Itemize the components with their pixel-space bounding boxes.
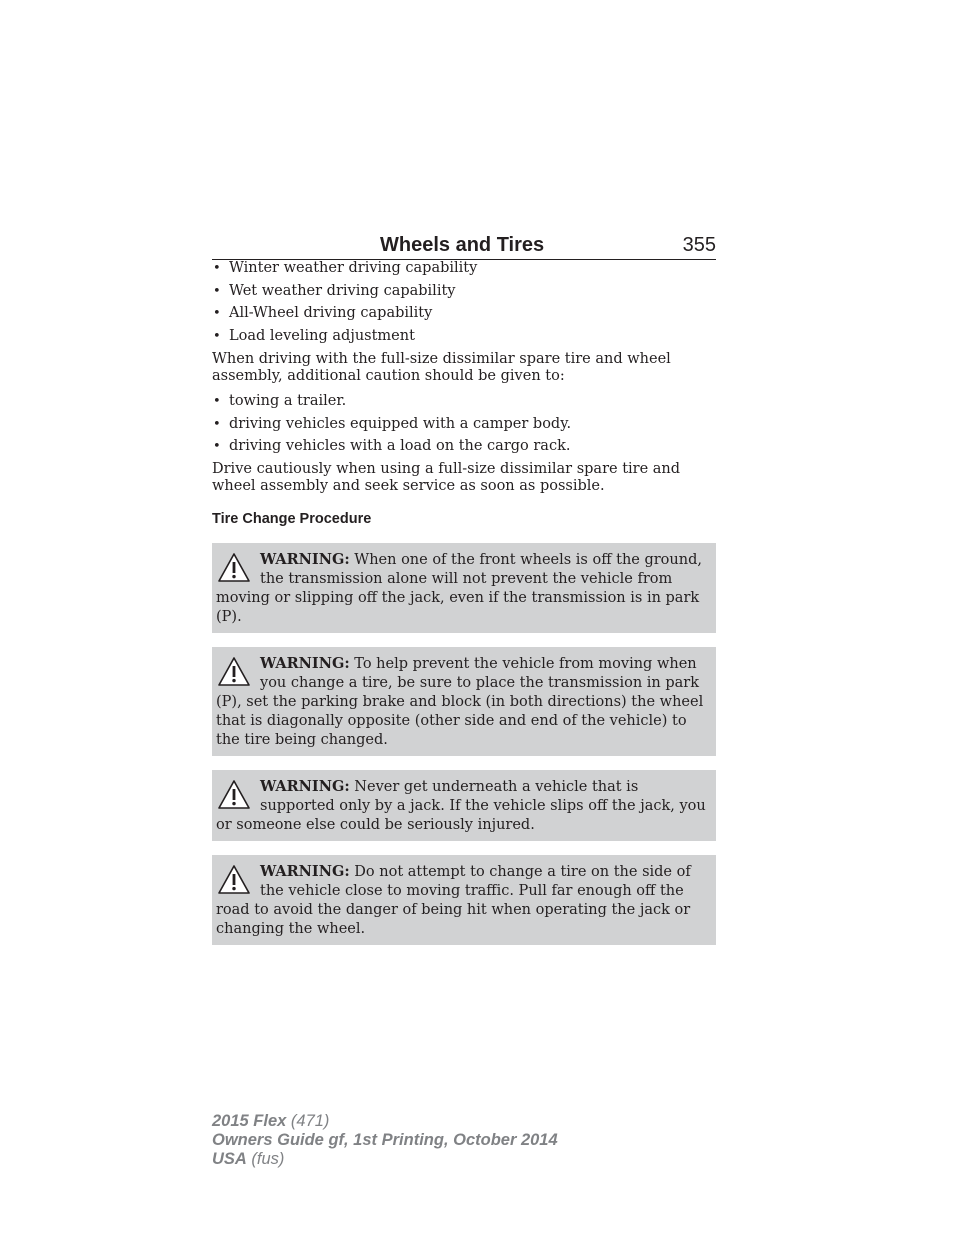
warning-box bbox=[212, 770, 716, 841]
list-item: • All-Wheel driving capability bbox=[212, 305, 716, 328]
footer-line bbox=[212, 1112, 558, 1131]
warning-triangle-icon bbox=[217, 655, 251, 689]
warning-text: Do not attempt to change a tire on the side of the vehicle close to moving traffic. Pull far enough off the road to avoid the danger of being hit when operating the jack or changing the wheel. bbox=[216, 863, 691, 937]
warning-label: WARNING: bbox=[260, 777, 350, 795]
warning-triangle-icon bbox=[217, 778, 251, 812]
body-text bbox=[212, 260, 716, 945]
footer-code: (471) bbox=[286, 1112, 330, 1130]
page-content bbox=[212, 228, 716, 959]
warning-text: When one of the front wheels is off the ground, the transmission alone will not prevent the vehicle from moving or slipping off the jack, even if the transmission is in park (P). bbox=[216, 551, 702, 625]
list-item: • driving vehicles equipped with a camper body. bbox=[212, 416, 716, 439]
footer-market-code: (fus) bbox=[246, 1150, 285, 1168]
warning-text: Never get underneath a vehicle that is supported only by a jack. If the vehicle slips off the jack, you or someone else could be seriously injured. bbox=[216, 778, 706, 833]
footer-line bbox=[212, 1150, 558, 1169]
paragraph: Drive cautiously when using a full-size dissimilar spare tire and wheel assembly and seek service as soon as possible. bbox=[212, 460, 681, 494]
warning-text: To help prevent the vehicle from moving when you change a tire, be sure to place the transmission in park (P), set the parking brake and block (in both directions) the wheel that is diagonally opposite (other side and end of the vehicle) to the tire being changed. bbox=[216, 655, 704, 748]
page-header bbox=[212, 228, 716, 260]
capability-list bbox=[212, 260, 716, 350]
warning-box bbox=[212, 855, 716, 945]
warning-label: WARNING: bbox=[260, 654, 350, 672]
paragraph: When driving with the full-size dissimilar spare tire and wheel assembly, additional caution should be given to: bbox=[212, 351, 671, 384]
subheading: Tire Change Procedure bbox=[212, 510, 372, 527]
list-item: • Winter weather driving capability bbox=[212, 260, 716, 283]
list-item: • towing a trailer. bbox=[212, 393, 716, 416]
page-number: 355 bbox=[682, 234, 716, 256]
warning-triangle-icon bbox=[217, 863, 251, 897]
warning-label: WARNING: bbox=[260, 550, 350, 568]
warning-triangle-icon bbox=[217, 551, 251, 585]
footer-market: USA bbox=[212, 1150, 247, 1168]
warning-box bbox=[212, 647, 716, 756]
list-item: • driving vehicles with a load on the cargo rack. bbox=[212, 438, 716, 461]
page-footer bbox=[212, 1112, 558, 1169]
list-item: • Load leveling adjustment bbox=[212, 328, 716, 351]
footer-model: 2015 Flex bbox=[212, 1112, 287, 1130]
list-item: • Wet weather driving capability bbox=[212, 283, 716, 306]
warning-box bbox=[212, 543, 716, 633]
footer-edition: Owners Guide gf, 1st Printing, October 2014 bbox=[212, 1131, 558, 1149]
caution-list bbox=[212, 393, 716, 461]
section-title: Wheels and Tires bbox=[380, 234, 545, 256]
footer-line bbox=[212, 1131, 558, 1150]
warning-label: WARNING: bbox=[260, 862, 350, 880]
